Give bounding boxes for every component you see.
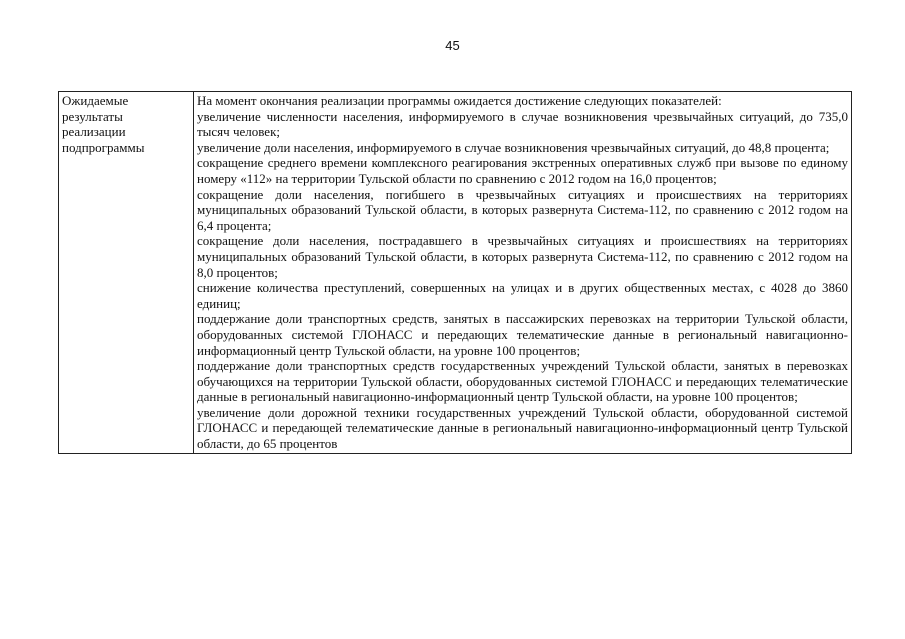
expected-results-table [58, 91, 852, 454]
row-label-line: реализации [62, 124, 126, 140]
row-content-cell [194, 92, 852, 454]
indicator-item: увеличение доли населения, информируемого в случае возникновения чрезвычайных ситуаций, до 48,8 процента; [197, 139, 830, 155]
indicator-item: увеличение численности населения, информируемого в случае возникновения чрезвычайных ситуаций, до 735,0 тысяч человек; [197, 108, 848, 140]
table-row [59, 92, 852, 454]
indicator-item: сокращение среднего времени комплексного реагирования экстренных оперативных служб при вызове по единому номеру «112» на территории Тульской области по сравнению с 2012 годом на 16,0 процентов; [197, 155, 848, 186]
indicator-item: увеличение доли дорожной техники государственных учреждений Тульской области, оборудованной системой ГЛОНАСС и передающей телематические данные в региональный навигационно-информационный центр Тульской области, до 65 процентов [197, 404, 848, 452]
row-label-cell [59, 92, 194, 454]
row-label-line: Ожидаемые [62, 93, 129, 108]
page-number: 45 [445, 38, 460, 53]
intro-paragraph: На момент окончания реализации программы ожидается достижение следующих показателей: [197, 93, 722, 108]
row-label-line: подпрограммы [62, 139, 145, 155]
indicator-item: снижение количества преступлений, совершенных на улицах и в других общественных местах, с 4028 до 3860 единиц; [197, 280, 848, 311]
indicator-item: сокращение доли населения, погибшего в чрезвычайных ситуациях и происшествиях на территориях муниципальных образований Тульской области, в которых развернута Система-112, по сравнению с 2012 годом на 6,4 процента; [197, 186, 848, 233]
indicator-item: сокращение доли населения, пострадавшего в чрезвычайных ситуациях и происшествиях на территориях муниципальных образований Тульской области, в которых развернута Система-112, по сравнению с 2012 годом на 8,0 процентов; [197, 233, 848, 280]
row-label-line: результаты [62, 108, 123, 124]
indicator-item: поддержание доли транспортных средств, занятых в пассажирских перевозках на территории Тульской области, оборудованных системой ГЛОНАСС и передающих телематические данные в региональный навигационно-информационный центр Тульской области, на уровне 100 процентов; [197, 311, 848, 358]
indicator-item: поддержание доли транспортных средств государственных учреждений Тульской области, занятых в перевозках обучающихся на территории Тульской области, оборудованных системой ГЛОНАСС и передающих телематические данные в региональный навигационно-информационный центр Тульской области, на уровне 100 процентов; [197, 358, 848, 405]
